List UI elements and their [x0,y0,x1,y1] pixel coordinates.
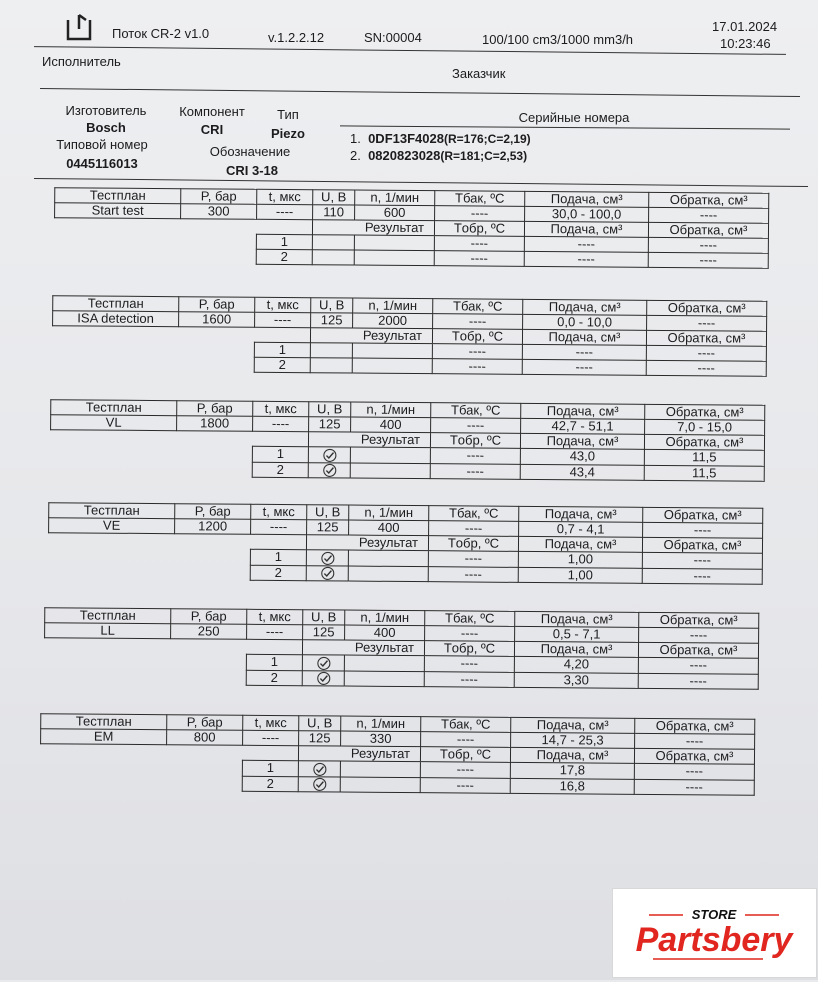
row-index: 2 [254,357,310,372]
test-pressure: 800 [167,730,243,746]
row-return: ---- [648,237,768,253]
col-testplan: Тестплан [55,188,181,204]
test-time: ---- [255,312,311,327]
row-t-return: ---- [420,762,510,778]
col-delivery: Подача, см³ [519,506,643,522]
row-status [302,670,344,686]
test-time: ---- [257,204,313,219]
check-icon [312,762,326,776]
col-rpm: n, 1/мин [355,190,435,206]
designation-value: CRI 3-18 [225,163,279,178]
col-testplan: Тестплан [41,714,167,730]
test-pressure: 1600 [179,312,255,328]
test-delivery-range: 0,7 - 4,1 [519,521,643,537]
test-voltage: 125 [311,313,353,328]
row-index: 1 [242,760,298,776]
col-pressure: P, бар [167,715,243,731]
serials-divider [340,125,790,129]
test-t-tank: ---- [429,521,519,537]
row-blank [354,235,434,251]
col-time: t, мкс [243,715,299,730]
col-return-actual: Обратка, см³ [642,537,762,553]
row-delivery: ---- [524,236,648,252]
type-number-value: 0445116013 [66,156,138,171]
row-status [306,550,348,566]
row-t-return: ---- [434,251,524,267]
row-index: 1 [250,549,306,565]
col-return-actual: Обратка, см³ [644,434,764,450]
col-delivery-actual: Подача, см³ [522,329,646,345]
col-return-actual: Обратка, см³ [638,642,758,658]
col-time: t, мкс [251,504,307,519]
app-version: v.1.2.2.12 [268,30,325,45]
row-status [306,565,348,581]
row-status [298,776,340,792]
row-index: 2 [242,776,298,792]
col-t-tank: Tбак, ºC [421,717,511,733]
test-t-tank: ---- [425,626,515,642]
col-t-return: Tобр, ºC [434,221,524,237]
row-index: 1 [256,234,312,249]
col-delivery: Подача, см³ [525,191,649,207]
row-index: 1 [254,342,310,357]
row-blank [350,447,430,463]
test-name: VL [51,415,177,431]
row-index: 2 [250,565,306,581]
row-return: ---- [646,360,766,376]
component-value: CRI [200,122,224,137]
export-icon [64,12,94,42]
row-return: ---- [646,345,766,361]
col-return: Обратка, см³ [635,718,755,734]
row-delivery: 17,8 [510,762,634,779]
test-pressure: 300 [181,204,257,220]
test-block-6 [40,713,756,796]
test-voltage: 125 [303,625,345,640]
col-pressure: P, бар [179,297,255,313]
col-pressure: P, бар [177,401,253,417]
test-rpm: 400 [349,520,429,536]
row-return: ---- [634,763,754,780]
col-pressure: P, бар [171,609,247,625]
row-return: 11,5 [644,465,764,482]
col-result: Результат [298,746,420,762]
test-rpm: 600 [355,205,435,221]
row-t-return: ---- [434,236,524,252]
header-divider-2 [40,88,800,97]
row-blank [344,655,424,671]
test-block-4 [48,502,764,585]
row-blank [352,358,432,374]
manufacturer-value: Bosch [86,120,126,135]
test-return-range: ---- [649,207,769,223]
serial-number: SN:00004 [364,30,422,45]
col-testplan: Тестплан [49,503,175,519]
row-blank [344,671,424,687]
col-t-tank: Tбак, ºC [431,403,521,419]
row-status [312,250,354,265]
col-voltage: U, В [309,402,351,417]
row-t-return: ---- [428,551,518,567]
test-rpm: 2000 [353,313,433,329]
row-delivery: 1,00 [518,567,642,584]
col-voltage: U, В [307,505,349,520]
row-blank [350,463,430,479]
col-t-tank: Tбак, ºC [429,506,519,522]
col-delivery: Подача, см³ [515,611,639,627]
type-value: Piezo [271,126,305,141]
test-rpm: 330 [341,731,421,747]
row-status [298,761,340,777]
test-return-range: ---- [647,315,767,331]
row-index: 1 [246,654,302,670]
check-icon [312,777,326,791]
test-name: VE [49,518,175,534]
row-blank [354,250,434,266]
row-t-return: ---- [432,344,522,360]
test-name: ISA detection [53,311,179,327]
test-voltage: 125 [307,520,349,535]
test-block-3 [50,399,766,482]
row-return: ---- [634,779,754,796]
manufacturer-label: Изготовитель [65,103,147,118]
app-title: Поток CR-2 v1.0 [112,26,210,41]
row-delivery: 4,20 [514,656,638,673]
row-index: 2 [256,249,312,264]
col-return: Обратка, см³ [649,192,769,208]
test-pressure: 1800 [177,416,253,432]
col-pressure: P, бар [181,189,257,205]
report-time: 10:23:46 [720,36,771,51]
check-icon [316,671,330,685]
row-index: 2 [246,670,302,686]
col-return: Обратка, см³ [645,404,765,420]
col-pressure: P, бар [175,504,251,520]
col-return-actual: Обратка, см³ [634,748,754,764]
test-t-tank: ---- [431,418,521,434]
row-t-return: ---- [424,671,514,687]
col-delivery-actual: Подача, см³ [524,221,648,237]
row-t-return: ---- [428,566,518,582]
col-voltage: U, В [303,610,345,625]
test-return-range: ---- [639,627,759,643]
watermark-brand-text: Partsbery [635,921,793,959]
col-testplan: Тестплан [53,296,179,312]
watermark-store-text: STORE [691,907,737,922]
col-result: Результат [310,328,432,344]
col-delivery-actual: Подача, см³ [510,747,634,763]
test-t-tank: ---- [421,732,511,748]
col-delivery-actual: Подача, см³ [514,641,638,657]
test-time: ---- [247,624,303,639]
test-pressure: 1200 [175,519,251,535]
col-time: t, мкс [255,297,311,312]
serials-label: Серийные номера [518,110,630,125]
col-delivery: Подача, см³ [523,299,647,315]
check-icon [322,463,336,477]
row-index: 1 [252,446,308,462]
col-result: Результат [312,220,434,236]
col-t-return: Tобр, ºC [430,433,520,449]
store-watermark [612,888,817,978]
partsbery-logo [613,889,816,977]
test-time: ---- [243,730,299,745]
col-testplan: Тестплан [45,608,171,624]
executor-label: Исполнитель [42,54,121,69]
col-rpm: n, 1/мин [345,610,425,626]
test-rpm: 400 [351,417,431,433]
col-rpm: n, 1/мин [353,298,433,314]
row-t-return: ---- [430,448,520,464]
component-label: Компонент [179,104,245,119]
row-blank [340,761,420,777]
check-icon [320,566,334,580]
report-date: 17.01.2024 [712,19,778,34]
col-return-actual: Обратка, см³ [648,222,768,238]
test-name: Start test [55,203,181,219]
row-delivery: 3,30 [514,672,638,689]
row-blank [340,777,420,793]
test-time: ---- [251,519,307,534]
col-result: Результат [302,640,424,656]
check-icon [320,551,334,565]
col-rpm: n, 1/мин [351,402,431,418]
row-return: ---- [642,568,762,585]
row-t-return: ---- [424,656,514,672]
designation-label: Обозначение [209,144,291,159]
row-blank [348,550,428,566]
col-rpm: n, 1/мин [341,716,421,732]
col-t-tank: Tбак, ºC [435,191,525,207]
test-delivery-range: 42,7 - 51,1 [521,418,645,434]
row-status [308,462,350,478]
check-icon [316,656,330,670]
info-divider [34,178,808,187]
col-voltage: U, В [313,190,355,205]
col-return: Обратка, см³ [639,612,759,628]
test-t-tank: ---- [433,314,523,330]
serial-item-2: 2. 0820823028(R=181;C=2,53) [350,148,528,163]
test-t-tank: ---- [435,206,525,222]
col-t-tank: Tбак, ºC [433,299,523,315]
col-testplan: Тестплан [51,400,177,416]
row-delivery: 43,4 [520,464,644,481]
row-return: ---- [642,552,762,569]
units: 100/100 cm3/1000 mm3/h [482,32,634,47]
row-delivery: 1,00 [518,551,642,568]
test-block-5 [44,607,760,690]
test-block-1 [54,187,770,269]
customer-label: Заказчик [452,66,506,81]
test-pressure: 250 [171,624,247,640]
row-delivery: 43,0 [520,448,644,465]
row-blank [352,343,432,359]
col-result: Результат [306,535,428,551]
header-divider [34,46,786,55]
col-return-actual: Обратка, см³ [646,330,766,346]
test-delivery-range: 30,0 - 100,0 [525,206,649,222]
test-block-2 [52,295,768,377]
row-return: ---- [638,673,758,690]
row-delivery: ---- [522,359,646,375]
row-delivery: ---- [522,344,646,360]
col-time: t, мкс [253,401,309,416]
col-t-return: Tобр, ºC [432,329,522,345]
type-number-label: Типовой номер [56,137,148,152]
col-voltage: U, В [311,298,353,313]
row-return: ---- [638,657,758,674]
type-label: Тип [277,107,299,122]
row-index: 2 [252,462,308,478]
serial-item-1: 1. 0DF13F4028(R=176;C=2,19) [350,131,531,146]
test-name: LL [45,623,171,639]
col-time: t, мкс [257,189,313,204]
col-t-tank: Tбак, ºC [425,611,515,627]
row-t-return: ---- [430,463,520,479]
test-voltage: 125 [309,417,351,432]
row-delivery: 16,8 [510,778,634,795]
test-delivery-range: 0,5 - 7,1 [515,626,639,642]
col-t-return: Tобр, ºC [424,641,514,657]
row-t-return: ---- [420,777,510,793]
test-delivery-range: 0,0 - 10,0 [523,314,647,330]
test-name: EM [41,729,167,745]
test-voltage: 110 [313,205,355,220]
test-time: ---- [253,416,309,431]
check-icon [322,448,336,462]
col-t-return: Tобр, ºC [420,747,510,763]
test-return-range: ---- [635,733,755,749]
col-delivery-actual: Подача, см³ [518,536,642,552]
test-rpm: 400 [345,625,425,641]
col-result: Результат [308,432,430,448]
row-status [310,358,352,373]
col-delivery: Подача, см³ [521,403,645,419]
row-status [302,655,344,671]
col-rpm: n, 1/мин [349,505,429,521]
col-voltage: U, В [299,716,341,731]
col-return: Обратка, см³ [647,300,767,316]
test-return-range: ---- [643,522,763,538]
col-time: t, мкс [247,609,303,624]
row-return: ---- [648,252,768,268]
row-t-return: ---- [432,359,522,375]
row-return: 11,5 [644,449,764,466]
col-delivery: Подача, см³ [511,717,635,733]
test-return-range: 7,0 - 15,0 [645,419,765,435]
row-blank [348,566,428,582]
row-status [310,343,352,358]
test-voltage: 125 [299,731,341,746]
col-return: Обратка, см³ [643,507,763,523]
row-status [312,235,354,250]
row-status [308,447,350,463]
row-delivery: ---- [524,251,648,267]
col-delivery-actual: Подача, см³ [520,433,644,449]
col-t-return: Tобр, ºC [428,536,518,552]
test-delivery-range: 14,7 - 25,3 [511,732,635,748]
